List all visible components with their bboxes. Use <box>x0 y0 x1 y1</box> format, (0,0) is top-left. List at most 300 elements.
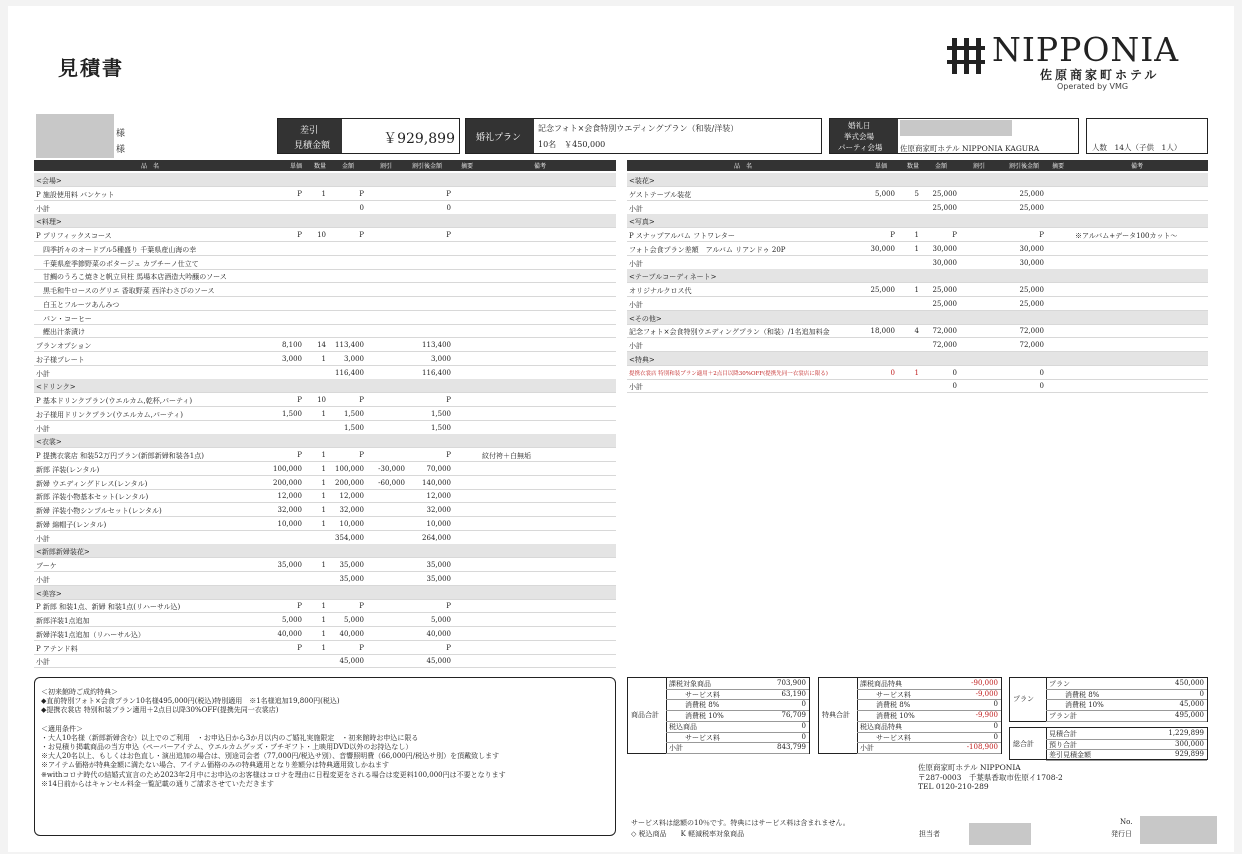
item-unit-price: P <box>297 602 302 611</box>
section-row <box>627 352 1208 366</box>
summary-value: 703,900 <box>777 679 806 687</box>
item-quantity: 1 <box>321 478 326 487</box>
item-row <box>34 366 616 380</box>
item-after-discount: 72,000 <box>1019 341 1044 349</box>
nipponia-logo-icon <box>946 36 986 76</box>
item-after-discount: P <box>1039 231 1044 239</box>
item-name: 小計 <box>629 300 643 309</box>
item-name: 白玉とフルーツあんみつ <box>36 300 120 309</box>
item-unit-price: P <box>297 231 302 239</box>
summary-key: サービス料 <box>685 690 720 699</box>
summary-key: 消費税 10% <box>1065 701 1104 710</box>
goods-total-table <box>627 677 810 754</box>
summary-value: 1,229,899 <box>1168 729 1204 737</box>
item-quantity: 10 <box>317 231 326 239</box>
item-name: 記念フォト×会食特別ウエディングプラン（和装）/1名追加料金 <box>629 328 830 337</box>
item-row <box>34 338 616 352</box>
summary-key: 見積合計 <box>1049 730 1077 738</box>
item-name: 四季折々のオードブル5種盛り 千葉県産山海の幸 <box>36 245 197 254</box>
summary-value: 0 <box>1199 689 1204 698</box>
document-title: 見積書 <box>58 56 124 80</box>
item-name: <ドリンク> <box>36 383 76 392</box>
item-name: 小計 <box>629 383 643 392</box>
summary-value: -90,000 <box>971 679 998 687</box>
col-name: 品 名 <box>140 163 160 170</box>
summary-value: 495,000 <box>1175 711 1204 720</box>
item-row <box>34 407 616 421</box>
item-after-discount: P <box>446 189 451 198</box>
item-name: <その他> <box>629 314 662 323</box>
item-row <box>34 324 616 338</box>
section-row <box>34 544 616 558</box>
wedding-date-redacted <box>900 120 1012 136</box>
venue-label-date: 婚礼日 <box>848 121 871 130</box>
item-quantity: 1 <box>321 506 326 514</box>
item-name: 小計 <box>36 424 50 433</box>
summary-key: 小計 <box>860 744 874 753</box>
item-after-discount: 25,000 <box>1019 189 1044 198</box>
item-name: ゲストテーブル装花 <box>629 190 692 199</box>
item-after-discount: 1,500 <box>430 409 451 418</box>
item-unit-price: 8,100 <box>281 341 302 349</box>
brand-name: NIPPONIA <box>992 30 1180 69</box>
col-disc-r: 割引 <box>972 163 986 170</box>
item-after-discount: 0 <box>1039 382 1044 391</box>
item-after-discount: 140,000 <box>422 478 451 487</box>
item-amount: 1,500 <box>343 423 364 432</box>
item-row <box>627 256 1208 270</box>
item-name: <衣裳> <box>36 438 62 447</box>
item-name: P 新郎 和装1点、新婦 和装1点(リハーサル込) <box>36 603 181 612</box>
summary-key: 消費税 10% <box>685 712 724 721</box>
right-table-header <box>627 160 1208 171</box>
item-after-discount: 35,000 <box>426 574 451 583</box>
item-name: 新婦 綿帽子(レンタル) <box>36 520 107 529</box>
item-name: <料理> <box>36 218 62 227</box>
item-unit-price: 30,000 <box>870 244 895 253</box>
item-name: 小計 <box>629 342 643 350</box>
item-name: P 提携衣裳店 和装52万円プラン(新郎新婦和装各1点) <box>36 452 204 460</box>
item-row <box>34 572 616 586</box>
note-line: ◆提携衣裳店 特別和装プラン適用＋2点目以降30%OFF(提携先同一衣裳店) <box>41 706 279 715</box>
item-row <box>627 242 1208 256</box>
item-name: P スナップアルバム フトワレター <box>629 232 735 240</box>
estimate-label-2: 見積金額 <box>294 141 331 151</box>
item-amount: 35,000 <box>339 561 364 569</box>
item-amount: 0 <box>952 368 957 377</box>
item-name: 千葉県産季節野菜のポタージュ カプチーノ仕立て <box>36 259 199 268</box>
summary-value: 0 <box>993 732 998 741</box>
item-after-discount: 30,000 <box>1019 244 1044 253</box>
item-amount: 12,000 <box>339 492 364 501</box>
col-unit-r: 単価 <box>874 163 888 170</box>
venue-label-ceremony: 挙式会場 <box>844 132 874 141</box>
item-after-discount: 0 <box>446 203 451 212</box>
item-name: 新婦 ウエディングドレス(レンタル) <box>36 479 148 488</box>
item-after-discount: 5,000 <box>430 616 451 624</box>
item-name: 黒毛和牛ロースのグリエ 香取野菜 西洋わさびのソース <box>36 287 215 295</box>
item-row <box>34 654 616 668</box>
item-row <box>627 283 1208 297</box>
doc-no-redacted <box>1140 816 1217 844</box>
item-unit-price: P <box>297 396 302 404</box>
issued-date-label: 発行日 <box>1111 830 1132 838</box>
item-after-discount: 10,000 <box>426 519 451 528</box>
item-name: 小計 <box>629 204 643 213</box>
guest-count-box <box>1086 118 1208 154</box>
item-amount: 45,000 <box>339 657 364 666</box>
summary-label: 特典合計 <box>822 711 850 720</box>
item-after-discount: 0 <box>1039 368 1044 377</box>
brand-subtitle: 佐原商家町ホテル <box>1040 68 1160 82</box>
summary-label: 総合計 <box>1013 740 1034 749</box>
item-name: <美容> <box>36 589 62 598</box>
item-row <box>34 421 616 435</box>
item-amount: 32,000 <box>339 506 364 514</box>
item-unit-price: P <box>297 451 302 459</box>
item-amount: 40,000 <box>339 629 364 638</box>
item-quantity: 1 <box>321 464 326 473</box>
note-line: ＜初来館時ご成約特典＞ <box>41 688 118 696</box>
item-after-discount: P <box>446 643 451 652</box>
item-row <box>34 627 616 641</box>
item-after-discount: P <box>446 231 451 239</box>
item-name: 新郎 洋装(レンタル) <box>36 465 100 474</box>
item-quantity: 1 <box>321 519 326 528</box>
summary-value: -108,900 <box>966 743 998 752</box>
item-amount: 25,000 <box>932 189 957 198</box>
summary-value: 843,799 <box>777 743 806 752</box>
item-name: 小計 <box>36 534 50 543</box>
summary-key: 消費税 10% <box>876 712 915 721</box>
summary-key: 差引見積金額 <box>1049 751 1091 760</box>
item-amount: 25,000 <box>932 286 957 294</box>
item-after-discount: 3,000 <box>430 354 451 363</box>
item-row <box>34 201 616 215</box>
summary-value: -9,000 <box>975 689 998 698</box>
item-amount: P <box>359 643 364 652</box>
estimate-label-1: 差引 <box>300 126 319 136</box>
item-quantity: 1 <box>914 286 919 294</box>
item-name: プランオプション <box>36 342 92 350</box>
item-discount: -30,000 <box>378 464 405 473</box>
col-qty-r: 数量 <box>906 163 920 170</box>
item-after-discount: 72,000 <box>1019 327 1044 336</box>
item-amount: P <box>359 231 364 239</box>
item-row <box>627 228 1208 242</box>
item-name: 提携衣裳店 特別和装プラン適用＋2点目以降30%OFF(提携先同一衣裳店に限る) <box>629 370 828 377</box>
item-name: 小計 <box>629 259 643 268</box>
item-name: 小計 <box>36 658 50 667</box>
section-row <box>627 311 1208 325</box>
item-row <box>627 379 1208 393</box>
summary-key: 税込商品特典 <box>860 722 902 731</box>
item-unit-price: 0 <box>890 368 895 377</box>
summary-divider <box>1046 728 1047 759</box>
summary-value: 929,899 <box>1175 750 1204 759</box>
summary-value: 0 <box>801 700 806 709</box>
item-row <box>627 297 1208 311</box>
doc-no-label: No. <box>1120 818 1133 826</box>
section-row <box>34 214 616 228</box>
item-row <box>34 187 616 201</box>
summary-key: 消費税 8% <box>876 701 911 710</box>
summary-key: プラン <box>1049 680 1070 688</box>
note-line: ＜適用条件＞ <box>41 724 83 733</box>
note-line: ・大人10名様（新郎新婦含む）以上でのご利用 ・お申込日から3か月以内のご婚礼実施限定 ・初来館時お申込に限る <box>41 733 419 742</box>
item-amount: 100,000 <box>335 464 364 473</box>
col-amount: 金額 <box>341 163 355 170</box>
item-unit-price: 18,000 <box>870 327 895 336</box>
item-name: <写真> <box>629 218 655 227</box>
item-amount: 72,000 <box>932 327 957 336</box>
item-unit-price: 35,000 <box>277 561 302 569</box>
item-amount: 1,500 <box>343 409 364 418</box>
guest-count: 人数 14人（子供 1人） <box>1092 143 1182 152</box>
item-after-discount: 1,500 <box>430 423 451 432</box>
item-name: フォト会食プラン差額 アルバム リアンドゥ 20P <box>629 245 786 254</box>
item-row <box>34 269 616 283</box>
note-line <box>41 716 609 725</box>
col-amount-r: 金額 <box>934 163 948 170</box>
item-name: お子様プレート <box>36 355 85 364</box>
section-row <box>627 214 1208 228</box>
item-unit-price: 5,000 <box>281 616 302 624</box>
item-unit-price: 100,000 <box>273 464 302 473</box>
staff-name-redacted <box>969 823 1031 845</box>
item-quantity: 1 <box>914 231 919 239</box>
item-amount: 0 <box>952 382 957 391</box>
item-after-discount: P <box>446 396 451 404</box>
section-row <box>34 434 616 448</box>
item-name: オリジナルクロス代 <box>629 287 692 295</box>
item-row <box>34 613 616 627</box>
item-amount: P <box>359 396 364 404</box>
item-quantity: 1 <box>321 492 326 501</box>
item-quantity: 14 <box>317 341 326 349</box>
item-amount: 5,000 <box>343 616 364 624</box>
note-line: ※大人20名以上、もしくはお色直し・演出追加の場合は、別途司会者（77,000円/税込サ別）、音響照明費（66,000円/税込サ別）を頂戴致します <box>41 752 500 761</box>
item-row <box>34 641 616 655</box>
item-after-discount: 45,000 <box>426 657 451 666</box>
estimate-amount: ￥929,899 <box>383 131 455 147</box>
section-row <box>34 379 616 393</box>
item-name: <テーブルコーディネート> <box>629 273 717 282</box>
section-row <box>34 586 616 600</box>
item-name: 新婦 洋装小物シンプルセット(レンタル) <box>36 507 162 515</box>
col-qty: 数量 <box>313 163 327 170</box>
item-after-discount: 264,000 <box>422 533 451 542</box>
section-row <box>34 173 616 187</box>
item-quantity: 1 <box>321 189 326 198</box>
item-name: <特典> <box>629 355 655 364</box>
item-amount: 116,400 <box>335 368 364 377</box>
item-row <box>34 558 616 572</box>
item-quantity: 4 <box>914 327 919 336</box>
item-name: 新郎洋装1点追加 <box>36 617 90 625</box>
item-after-discount: 25,000 <box>1019 299 1044 308</box>
summary-value: -9,900 <box>975 711 998 720</box>
item-amount: 30,000 <box>932 258 957 267</box>
item-quantity: 1 <box>321 354 326 363</box>
item-after-discount: 25,000 <box>1019 286 1044 294</box>
item-row <box>34 283 616 297</box>
venue-label-cell <box>830 119 898 153</box>
summary-key: 小計 <box>669 744 683 753</box>
item-name: パン・コーヒー <box>36 314 92 323</box>
item-row <box>34 503 616 517</box>
note-line: ・お見積り掲載商品の当方申込（ペーパーアイテム、ウエルカムグッズ・プチギフト・上映用DVD以外のお持込なし） <box>41 743 413 752</box>
summary-value: 0 <box>993 721 998 730</box>
customer-suffix-2: 様 <box>116 145 126 155</box>
item-unit-price: 12,000 <box>277 492 302 501</box>
item-amount: P <box>359 451 364 459</box>
wedding-plan-box <box>465 118 822 154</box>
item-unit-price: P <box>890 231 895 239</box>
left-items-table <box>34 173 616 669</box>
item-name: 小計 <box>36 575 50 584</box>
item-row <box>34 462 616 476</box>
item-after-discount: 25,000 <box>1019 203 1044 212</box>
bonus-total-table <box>818 677 1002 754</box>
col-after-r: 割引後金額 <box>1008 163 1040 170</box>
item-name: お子様用ドリンクプラン(ウエルカム,パーティ) <box>36 410 183 419</box>
item-amount: P <box>359 602 364 611</box>
summary-key: サービス料 <box>876 733 911 742</box>
summary-label: プラン <box>1013 695 1034 704</box>
item-row <box>34 531 616 545</box>
summary-row-line <box>666 753 809 754</box>
item-name: ブーケ <box>36 562 57 570</box>
item-quantity: 1 <box>321 409 326 418</box>
venue-box <box>829 118 1079 154</box>
item-quantity: 1 <box>321 451 326 459</box>
item-name: <装花> <box>629 177 655 185</box>
item-after-discount: 12,000 <box>426 492 451 501</box>
item-amount: 10,000 <box>339 519 364 528</box>
special-offer-notes <box>34 677 616 836</box>
item-amount: 354,000 <box>335 533 364 542</box>
item-amount: 3,000 <box>343 354 364 363</box>
item-remarks: ※アルバム+データ100カット〜 <box>1075 232 1178 240</box>
item-after-discount: 32,000 <box>426 506 451 514</box>
summary-label: 商品合計 <box>631 711 659 720</box>
item-amount: 200,000 <box>335 478 364 487</box>
party-venue: 佐原商家町ホテル NIPPONIA KAGURA <box>900 144 1040 153</box>
col-after: 割引後金額 <box>411 163 443 170</box>
note-line: ※アイテム価格が特典金額に満たない場合、アイテム価格のみの特典適用となり差額分は特典適用致しかねます <box>41 761 390 770</box>
item-row <box>34 393 616 407</box>
grand-total-table <box>1009 727 1208 760</box>
note-line: ◆直前特別フォト×会食プラン10名様495,000円(税込)特別適用 ※1名様追加19,800円(税込) <box>41 697 340 706</box>
item-after-discount: 30,000 <box>1019 258 1044 267</box>
item-name: P 基本ドリンクプラン(ウエルカム,乾杯,パーティ) <box>36 397 193 405</box>
item-row <box>34 352 616 366</box>
item-amount: 25,000 <box>932 299 957 308</box>
plan-detail: 10名 ￥450,000 <box>538 140 606 149</box>
item-name: 甘鯛のうろこ焼きと帆立貝柱 馬場本店酒造大吟醸のソース <box>36 273 227 282</box>
item-quantity: 1 <box>914 368 919 377</box>
hotel-name: 佐原商家町ホテル NIPPONIA <box>918 763 1021 772</box>
item-unit-price: 200,000 <box>273 478 302 487</box>
item-row <box>627 366 1208 380</box>
summary-key: サービス料 <box>685 733 720 742</box>
item-name: 新郎 洋装小物基本セット(レンタル) <box>36 493 149 502</box>
item-unit-price: 40,000 <box>277 629 302 638</box>
summary-key: サービス料 <box>876 690 911 699</box>
item-amount: 25,000 <box>932 203 957 212</box>
item-quantity: 1 <box>914 244 919 253</box>
note-line: ※withコロナ時代の結婚式宣言のため2023年2月中にお申込のお客様はコロナを理由に日程変更をされる場合は変更料100,000円は不要となります <box>41 770 506 779</box>
item-after-discount: 116,400 <box>422 368 451 377</box>
item-row <box>34 517 616 531</box>
summary-value: 63,190 <box>781 689 806 698</box>
item-amount: 72,000 <box>932 341 957 349</box>
left-table-header <box>34 160 616 171</box>
col-summary: 摘要 <box>460 163 474 170</box>
customer-suffix-1: 様 <box>116 129 126 139</box>
item-quantity: 1 <box>321 561 326 569</box>
item-quantity: 1 <box>321 643 326 652</box>
section-row <box>627 269 1208 283</box>
item-quantity: 1 <box>321 616 326 624</box>
right-items-table <box>627 173 1208 395</box>
item-after-discount: 40,000 <box>426 629 451 638</box>
summary-value: 450,000 <box>1175 679 1204 687</box>
item-amount: 0 <box>359 203 364 212</box>
col-remarks-r: 備考 <box>1130 163 1144 170</box>
item-after-discount: P <box>446 602 451 611</box>
col-summary-r: 摘要 <box>1051 163 1065 170</box>
item-row <box>34 297 616 311</box>
note-line: ※14日前からはキャンセル料金一覧記載の通りご請求させていただきます <box>41 779 274 788</box>
item-unit-price: 1,500 <box>281 409 302 418</box>
plan-label-cell <box>466 119 534 153</box>
summary-key: 税込商品 <box>669 722 697 731</box>
hotel-tel: TEL 0120-210-289 <box>918 782 989 791</box>
venue-label-party: パーティ会場 <box>838 143 883 152</box>
item-row <box>34 256 616 270</box>
item-amount: 30,000 <box>932 244 957 253</box>
item-quantity: 10 <box>317 396 326 404</box>
item-amount: 113,400 <box>335 341 364 349</box>
col-unit: 単価 <box>289 163 303 170</box>
col-remarks: 備考 <box>533 163 547 170</box>
summary-value: 0 <box>993 700 998 709</box>
item-name: 新婦洋装1点追加（リハーサル込） <box>36 630 145 639</box>
item-row <box>34 311 616 325</box>
item-row <box>627 201 1208 215</box>
item-after-discount: 35,000 <box>426 561 451 569</box>
item-remarks: 紋付袴＋白無垢 <box>482 452 531 460</box>
summary-value: 0 <box>801 721 806 730</box>
summary-value: 76,709 <box>781 711 806 720</box>
plan-total-table <box>1009 677 1208 722</box>
item-unit-price: 5,000 <box>874 189 895 198</box>
summary-key: 課税対象商品 <box>669 680 711 688</box>
item-row <box>34 599 616 613</box>
plan-name: 記念フォト×会食特別ウエディングプラン（和装/洋装） <box>538 124 739 133</box>
estimate-label-cell <box>278 119 342 153</box>
item-after-discount: P <box>446 451 451 459</box>
summary-value: 0 <box>801 732 806 741</box>
estimate-amount-box <box>277 118 460 154</box>
item-quantity: 5 <box>914 189 919 198</box>
plan-label: 婚礼プラン <box>476 133 522 143</box>
item-name: P アテンド料 <box>36 644 78 653</box>
item-amount: 35,000 <box>339 574 364 583</box>
summary-key: 課税商品特典 <box>860 680 902 688</box>
